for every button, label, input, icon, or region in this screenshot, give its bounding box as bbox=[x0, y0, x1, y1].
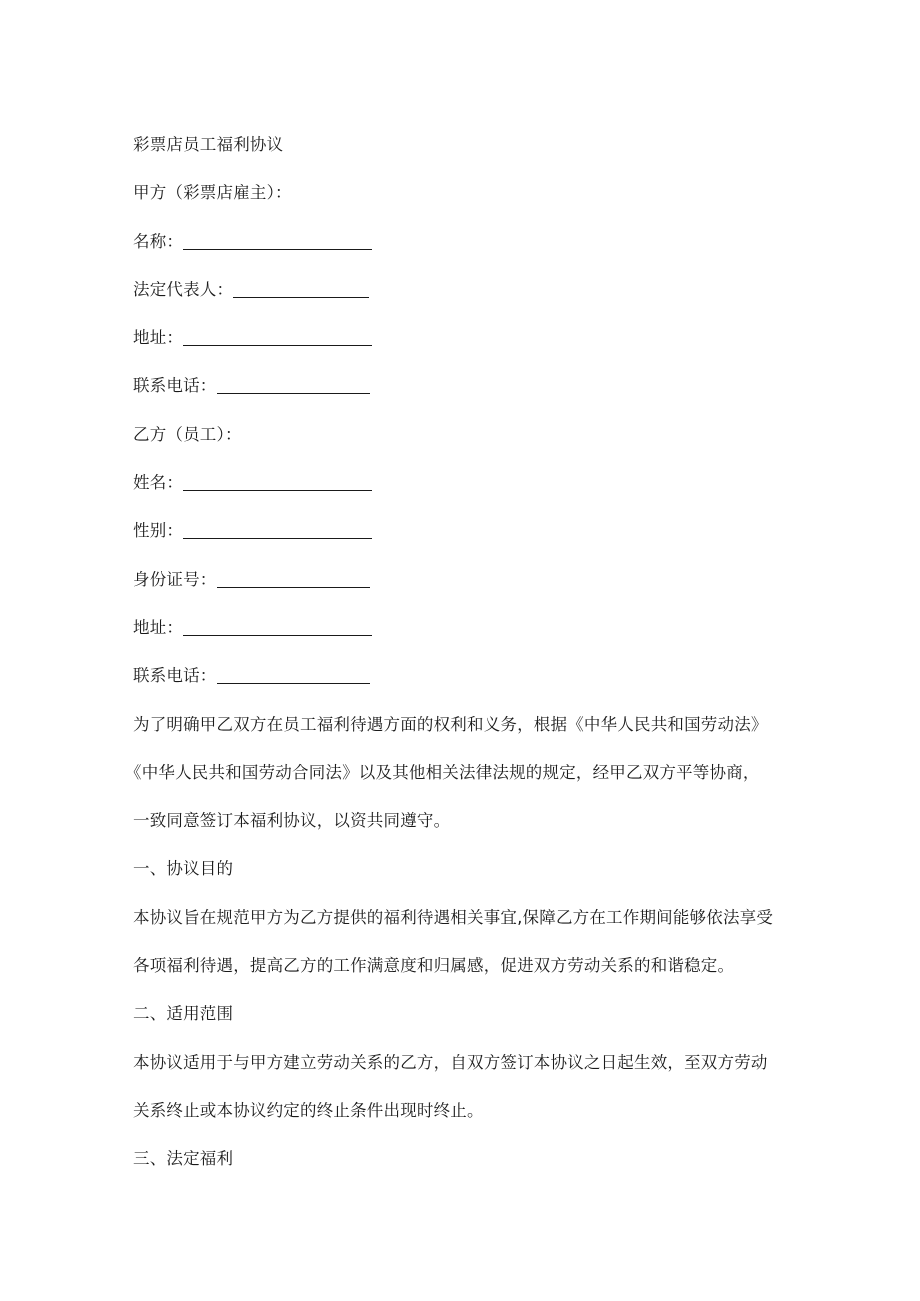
party-a-address-row bbox=[133, 314, 800, 362]
party-a-address-label: 地址： bbox=[133, 328, 184, 348]
party-b-gender-blank[interactable] bbox=[183, 519, 372, 539]
party-a-phone-blank[interactable] bbox=[217, 374, 370, 394]
party-a-legal-rep-label: 法定代表人： bbox=[133, 279, 234, 299]
party-b-heading: 乙方（员工）： bbox=[133, 424, 242, 444]
party-a-heading: 甲方（彩票店雇主）： bbox=[133, 183, 292, 203]
party-b-id-label: 身份证号： bbox=[133, 569, 217, 589]
party-a-legal-rep-blank[interactable] bbox=[233, 278, 369, 298]
party-a-name-label: 名称： bbox=[133, 231, 184, 251]
section-purpose-line: 各项福利待遇，提高乙方的工作满意度和归属感，促进双方劳动关系的和谐稳定。 bbox=[133, 956, 735, 976]
preamble-line: 《中华人民共和国劳动合同法》以及其他相关法律法规的规定，经甲乙双方平等协商， bbox=[125, 762, 760, 782]
preamble-line: 一致同意签订本福利协议，以资共同遵守。 bbox=[133, 811, 451, 831]
party-a-address-blank[interactable] bbox=[183, 326, 372, 346]
section-heading-purpose: 一、协议目的 bbox=[133, 859, 234, 879]
party-b-gender-label: 性别： bbox=[133, 521, 184, 541]
party-b-gender-row bbox=[133, 507, 800, 555]
section-heading-statutory-benefits: 三、法定福利 bbox=[133, 1149, 234, 1169]
party-a-name-blank[interactable] bbox=[183, 230, 372, 250]
section-scope-line: 关系终止或本协议约定的终止条件出现时终止。 bbox=[133, 1100, 484, 1120]
party-b-address-row bbox=[133, 604, 800, 652]
section-purpose-line: 本协议旨在规范甲方为乙方提供的福利待遇相关事宜,保障乙方在工作期间能够依法享受 bbox=[133, 907, 774, 927]
party-a-phone-label: 联系电话： bbox=[133, 376, 217, 396]
party-a-phone-row bbox=[133, 362, 800, 410]
preamble-line: 为了明确甲乙双方在员工福利待遇方面的权利和义务，根据《中华人民共和国劳动法》 bbox=[133, 714, 768, 734]
party-b-id-row bbox=[133, 556, 800, 604]
party-b-name-label: 姓名： bbox=[133, 473, 184, 493]
section-heading-scope: 二、适用范围 bbox=[133, 1004, 234, 1024]
section-scope-line: 本协议适用于与甲方建立劳动关系的乙方，自双方签订本协议之日起生效，至双方劳动 bbox=[133, 1052, 768, 1072]
party-b-address-label: 地址： bbox=[133, 617, 184, 637]
party-b-phone-blank[interactable] bbox=[217, 664, 370, 684]
party-b-address-blank[interactable] bbox=[183, 616, 372, 636]
document-title: 彩票店员工福利协议 bbox=[133, 135, 284, 154]
party-b-name-blank[interactable] bbox=[183, 471, 372, 491]
party-a-name-row bbox=[133, 218, 800, 266]
party-b-id-blank[interactable] bbox=[217, 568, 370, 588]
party-b-phone-row bbox=[133, 652, 800, 700]
party-b-name-row bbox=[133, 459, 800, 507]
party-b-phone-label: 联系电话： bbox=[133, 666, 217, 686]
party-a-legal-rep-row bbox=[133, 266, 800, 314]
